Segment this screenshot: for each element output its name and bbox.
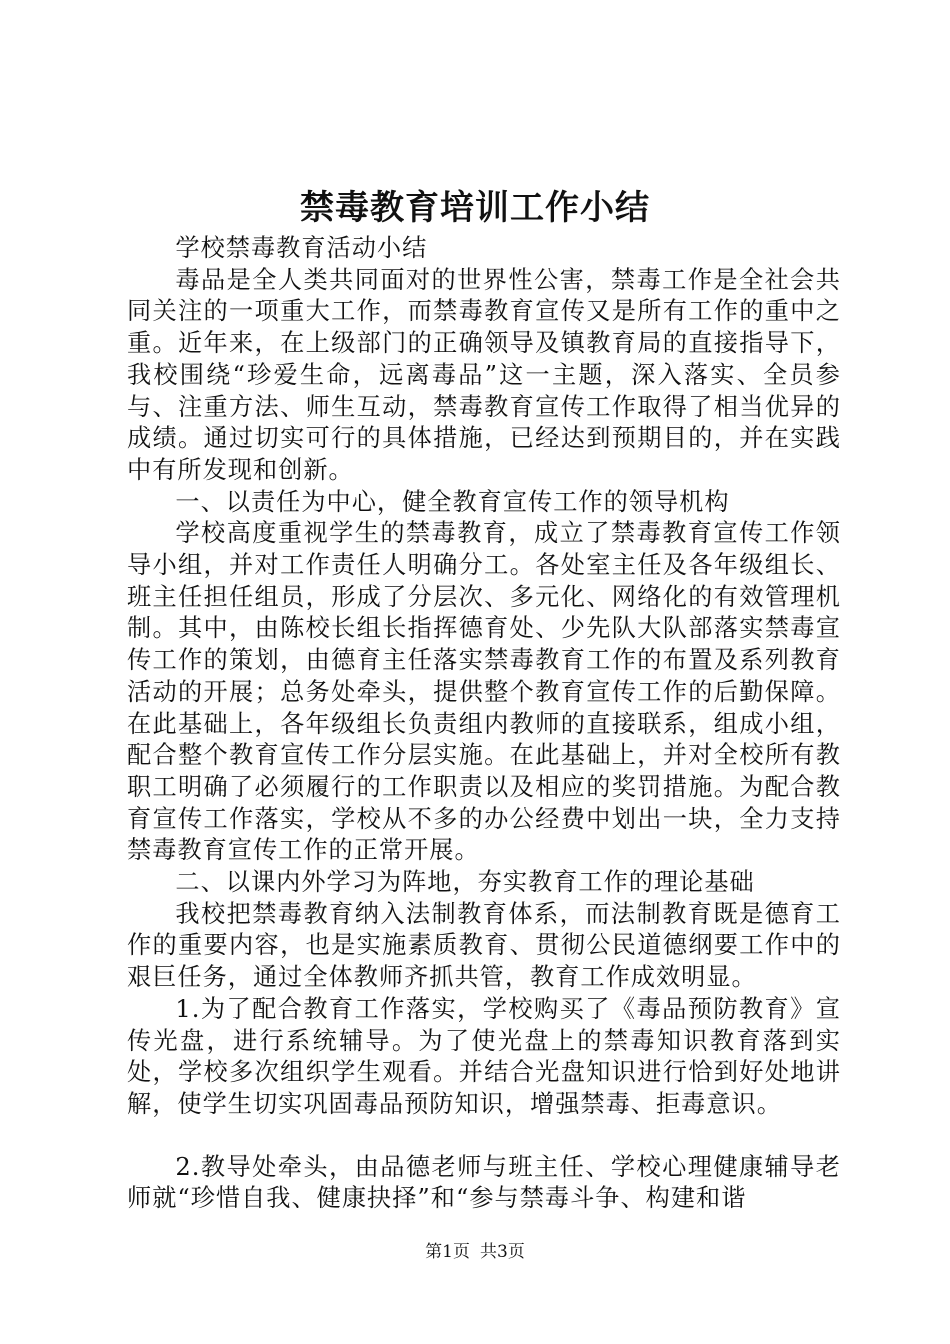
page-count: 共3页 <box>480 1242 525 1262</box>
document-body <box>127 233 841 1215</box>
section-heading-2: 二、以课内外学习为阵地，夯实教育工作的理论基础 <box>175 868 755 897</box>
list-item-2: 2.教导处牵头，由品德老师与班主任、学校心理健康辅导老师就“珍惜自我、健康抉择”和“参与禁毒斗争、构建和谐 <box>127 1152 841 1213</box>
subtitle-paragraph: 学校禁毒教育活动小结 <box>175 234 428 262</box>
list-item-1: 1.为了配合教育工作落实，学校购买了《毒品预防教育》宣传光盘，进行系统辅导。为了使光盘上的禁毒知识教育落到实处，学校多次组织学生观看。并结合光盘知识进行恰到好处地讲解，使学生切实巩固毒品预防知识，增强禁毒、拒毒意识。 <box>127 994 841 1118</box>
page-footer <box>0 1240 950 1264</box>
section-1-paragraph: 学校高度重视学生的禁毒教育，成立了禁毒教育宣传工作领导小组，并对工作责任人明确分工。各处室主任及各年级组长、班主任担任组员，形成了分层次、多元化、网络化的有效管理机制。其中，由陈校长组长指挥德育处、少先队大队部落实禁毒宣传工作的策划，由德育主任落实禁毒教育工作的布置及系列教育活动的开展；总务处牵头，提供整个教育宣传工作的后勤保障。在此基础上，各年级组长负责组内教师的直接联系，组成小组，配合整个教育宣传工作分层实施。在此基础上，并对全校所有教职工明确了必须履行的工作职责以及相应的奖罚措施。为配合教育宣传工作落实，学校从不多的办公经费中划出一块，全力支持禁毒教育宣传工作的正常开展。 <box>127 519 841 865</box>
page-number: 第1页 <box>425 1242 470 1262</box>
section-2-paragraph: 我校把禁毒教育纳入法制教育体系，而法制教育既是德育工作的重要内容，也是实施素质教育、贯彻公民道德纲要工作中的艰巨任务，通过全体教师齐抓共管，教育工作成效明显。 <box>127 899 841 992</box>
intro-paragraph: 毒品是全人类共同面对的世界性公害，禁毒工作是全社会共同关注的一项重大工作，而禁毒教育宣传又是所有工作的重中之重。近年来，在上级部门的正确领导及镇教育局的直接指导下，我校围绕“珍爱生命，远离毒品”这一主题，深入落实、全员参与、注重方法、师生互动，禁毒教育宣传工作取得了相当优异的成绩。通过切实可行的具体措施，已经达到预期目的，并在实践中有所发现和创新。 <box>127 265 841 484</box>
document-title: 禁毒教育培训工作小结 <box>300 188 650 228</box>
section-heading-1: 一、以责任为中心，健全教育宣传工作的领导机构 <box>175 487 730 516</box>
